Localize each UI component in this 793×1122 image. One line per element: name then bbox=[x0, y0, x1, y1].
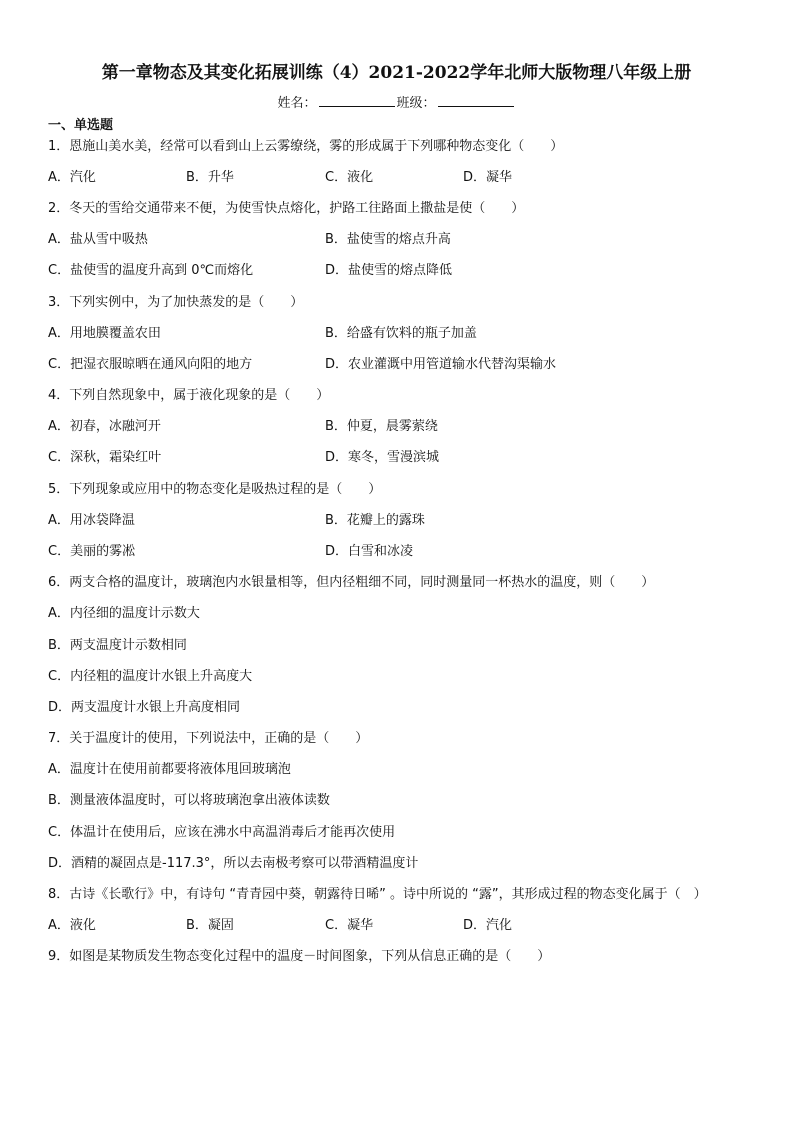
option-d: D．盐使雪的熔点降低 bbox=[325, 263, 453, 278]
option-c: C．内径粗的温度计水银上升高度大 bbox=[48, 669, 253, 684]
option-a: A．盐从雪中吸热 bbox=[48, 232, 148, 247]
option-c: C．液化 bbox=[325, 170, 374, 185]
option-a: A．液化 bbox=[48, 918, 96, 933]
option-a: A．用地膜覆盖农田 bbox=[48, 326, 161, 341]
question-stem: 6．两支合格的温度计，玻璃泡内水银量相等，但内径粗细不同，同时测量同一杯热水的温度，则（ ） bbox=[48, 575, 655, 590]
question-stem: 7．关于温度计的使用，下列说法中，正确的是（ ） bbox=[48, 731, 369, 746]
option-d: D．农业灌溉中用管道输水代替沟渠输水 bbox=[325, 357, 557, 372]
option-a: A．用冰袋降温 bbox=[48, 513, 135, 528]
option-c: C．凝华 bbox=[325, 918, 374, 933]
option-c: C．深秋，霜染红叶 bbox=[48, 450, 162, 465]
option-b: B．花瓣上的露珠 bbox=[325, 513, 425, 528]
page-title: 第一章物态及其变化拓展训练（4）2021-2022学年北师大版物理八年级上册 bbox=[101, 63, 692, 83]
option-c: C．美丽的雾凇 bbox=[48, 544, 136, 559]
option-a: A．汽化 bbox=[48, 170, 96, 185]
option-b: B．凝固 bbox=[186, 918, 234, 933]
option-c: C．把湿衣服晾晒在通风向阳的地方 bbox=[48, 357, 253, 372]
option-d: D．凝华 bbox=[463, 170, 513, 185]
question-stem: 4．下列自然现象中，属于液化现象的是（ ） bbox=[48, 388, 330, 403]
section-title: 一、单选题 bbox=[48, 118, 114, 133]
option-d: D．寒冬，雪漫滨城 bbox=[325, 450, 440, 465]
option-b: B．两支温度计示数相同 bbox=[48, 638, 187, 653]
class-blank[interactable] bbox=[438, 94, 514, 107]
option-d: D．白雪和冰凌 bbox=[325, 544, 414, 559]
option-a: A．初春，冰融河开 bbox=[48, 419, 161, 434]
option-a: A．温度计在使用前都要将液体甩回玻璃泡 bbox=[48, 762, 291, 777]
question-stem: 5．下列现象或应用中的物态变化是吸热过程的是（ ） bbox=[48, 482, 382, 497]
option-b: B．给盛有饮料的瓶子加盖 bbox=[325, 326, 477, 341]
student-info-line bbox=[0, 92, 793, 111]
option-b: B．盐使雪的熔点升高 bbox=[325, 232, 451, 247]
question-stem: 1．恩施山美水美，经常可以看到山上云雾缭绕，雾的形成属于下列哪种物态变化（ ） bbox=[48, 139, 564, 154]
name-label: 姓名： bbox=[277, 96, 317, 111]
option-c: C．盐使雪的温度升高到 0℃而熔化 bbox=[48, 263, 254, 278]
question-stem: 9．如图是某物质发生物态变化过程中的温度－时间图象，下列从信息正确的是（ ） bbox=[48, 949, 551, 964]
name-blank[interactable] bbox=[319, 94, 395, 107]
question-stem: 3．下列实例中，为了加快蒸发的是（ ） bbox=[48, 295, 304, 310]
class-label: 班级： bbox=[396, 96, 436, 111]
option-a: A．内径细的温度计示数大 bbox=[48, 606, 200, 621]
option-d: D．酒精的凝固点是-117.3°，所以去南极考察可以带酒精温度计 bbox=[48, 856, 419, 871]
option-d: D．汽化 bbox=[463, 918, 513, 933]
option-b: B．仲夏，晨雾萦绕 bbox=[325, 419, 438, 434]
option-d: D．两支温度计水银上升高度相同 bbox=[48, 700, 241, 715]
question-stem: 8．古诗《长歌行》中，有诗句 “青青园中葵，朝露待日晞” 。诗中所说的 “露”，其形成过程的物态变化属于（ ） bbox=[48, 887, 707, 902]
option-b: B．测量液体温度时，可以将玻璃泡拿出液体读数 bbox=[48, 793, 330, 808]
question-stem: 2．冬天的雪给交通带来不便，为使雪快点熔化，护路工往路面上撒盐是使（ ） bbox=[48, 201, 525, 216]
option-c: C．体温计在使用后，应该在沸水中高温消毒后才能再次使用 bbox=[48, 825, 396, 840]
option-b: B．升华 bbox=[186, 170, 234, 185]
